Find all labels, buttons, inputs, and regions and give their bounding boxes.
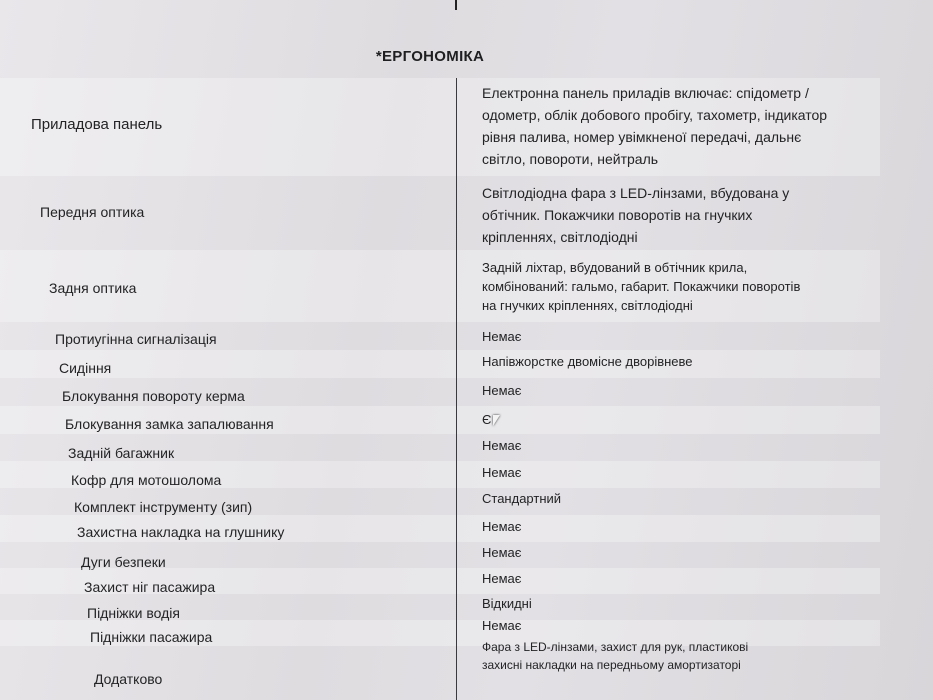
row-value: Відкидні — [482, 596, 532, 611]
row-value: Немає — [482, 618, 522, 633]
table-row — [0, 461, 880, 488]
row-value: Немає — [482, 545, 522, 560]
row-value: Немає — [482, 519, 522, 534]
row-label: Блокування повороту керма — [62, 388, 245, 404]
row-value: Немає — [482, 329, 522, 344]
table-row — [0, 640, 880, 700]
table-row — [0, 434, 880, 461]
section-title: *ЕРГОНОМІКА — [375, 48, 485, 65]
row-label: Підніжки пасажира — [90, 629, 213, 645]
row-value: Стандартний — [482, 491, 562, 506]
table-row — [0, 378, 880, 406]
table-row — [0, 488, 880, 515]
row-value — [482, 410, 852, 429]
row-value: Світлодіодна фара з LED-лінзами, вбудована у обтічник. Покажчики поворотів на гнучких кріпленнях, світлодіодні — [482, 185, 790, 245]
row-label: Передня оптика — [40, 204, 145, 220]
column-divider — [456, 78, 457, 700]
row-label: Блокування замка запалювання — [65, 416, 274, 432]
row-value: Немає — [482, 465, 522, 480]
row-value: Напівжорстке двомісне дворівневе — [482, 354, 693, 369]
row-label: Задня оптика — [49, 280, 137, 296]
row-label: Приладова панель — [31, 116, 163, 133]
row-label: Підніжки водія — [87, 605, 181, 621]
row-label: Кофр для мотошолома — [71, 472, 222, 488]
row-value-text: Є — [482, 412, 492, 427]
table-row — [0, 250, 880, 322]
table-row — [0, 78, 880, 176]
spec-table — [0, 78, 933, 700]
table-row — [0, 515, 880, 542]
row-value: Задній ліхтар, вбудований в обтічник крила, комбінований: гальмо, габарит. Покажчики поворотів на гнучких кріпленнях, світлодіодні — [482, 260, 801, 313]
row-value: Немає — [482, 438, 522, 453]
row-label: Додатково — [94, 671, 163, 687]
row-label: Протиугінна сигналізація — [55, 331, 217, 347]
table-row — [0, 176, 880, 250]
table-row — [0, 322, 880, 350]
row-value: Електронна панель приладів включає: спідометр / одометр, облік добового пробігу, тахометр, індикатор рівня палива, номер увімкненої передачі, дальнє світло, повороти, нейтраль — [482, 85, 828, 167]
row-value: Фара з LED-лінзами, захист для рук, пластикові захисні накладки на передньому амортизаторі — [482, 640, 749, 672]
table-row — [0, 406, 880, 434]
row-value: Немає — [482, 571, 522, 586]
row-label: Задній багажник — [68, 445, 175, 461]
row-label: Комплект інструменту (зип) — [74, 499, 253, 515]
mouse-cursor-icon — [493, 415, 500, 426]
table-row — [0, 568, 880, 594]
row-label: Захистна накладка на глушнику — [77, 524, 285, 540]
row-label: Дуги безпеки — [81, 554, 166, 570]
table-row — [0, 350, 880, 378]
top-divider — [455, 0, 457, 10]
table-row — [0, 542, 880, 568]
row-value: Немає — [482, 383, 522, 398]
row-label: Сидіння — [59, 360, 112, 376]
row-label: Захист ніг пасажира — [84, 579, 216, 595]
